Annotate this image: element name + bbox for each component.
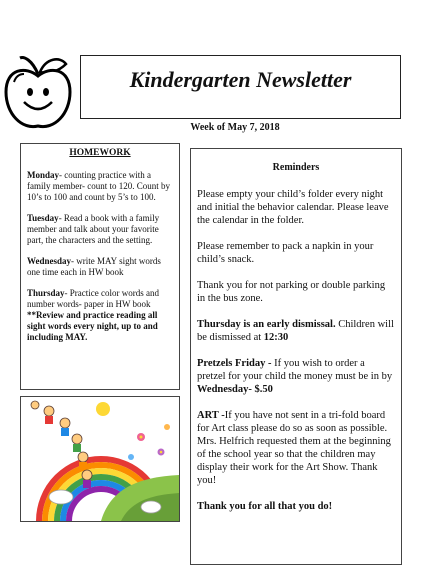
sun: [96, 402, 110, 416]
reminder-thanks: Thank you for all that you do!: [197, 501, 333, 512]
reminders-box: [190, 148, 402, 565]
reminder-folder: Please empty your child’s folder every night and initial the behavior calendar. Please leave the calendar in the folder.: [197, 189, 389, 226]
homework-tuesday: Tuesday- Read a book with a family member and talk about your favorite part, the characters and the setting.: [27, 213, 160, 245]
homework-title: HOMEWORK: [69, 148, 131, 158]
kids-rainbow-illustration: [20, 396, 180, 522]
reminder-parking: Thank you for not parking or double parking in the bus zone.: [197, 280, 386, 304]
flowers: [128, 424, 170, 460]
rainbow-picture: [21, 397, 179, 521]
homework-monday: Monday- counting practice with a family member- count to 120. Count by 10’s to 100 and count by 5’s to 100.: [27, 170, 171, 202]
reminder-early-dismissal: Thursday is an early dismissal. Children will be dismissed at 12:30: [197, 319, 394, 343]
newsletter-title: Kindergarten Newsletter: [129, 67, 352, 92]
homework-thursday: Thursday- Practice color words and number words- paper in HW book: [27, 288, 159, 309]
homework-box: [20, 143, 180, 390]
title-box: [80, 55, 401, 119]
reminder-napkin: Please remember to pack a napkin in your child’s snack.: [197, 241, 374, 265]
apple-smiley-icon: [2, 52, 74, 132]
week-date: Week of May 7, 2018: [190, 122, 280, 133]
reminders-title: Reminders: [272, 162, 320, 173]
homework-review: **Review and practice reading all sight words every night, up to and including MAY.: [27, 310, 158, 342]
homework-wednesday: Wednesday- write MAY sight words one time each in HW book: [27, 256, 161, 277]
reminder-pretzels: Pretzels Friday - If you wish to order a pretzel for your child the money must be in by Wednesday- $.50: [197, 358, 393, 395]
reminder-art: ART -If you have not sent in a tri-fold board for Art class please do so as soon as possible. Mrs. Helfrich requested them at the beginning of the school year so that the children may display their work for the Art Show. Thank you!: [197, 410, 391, 486]
